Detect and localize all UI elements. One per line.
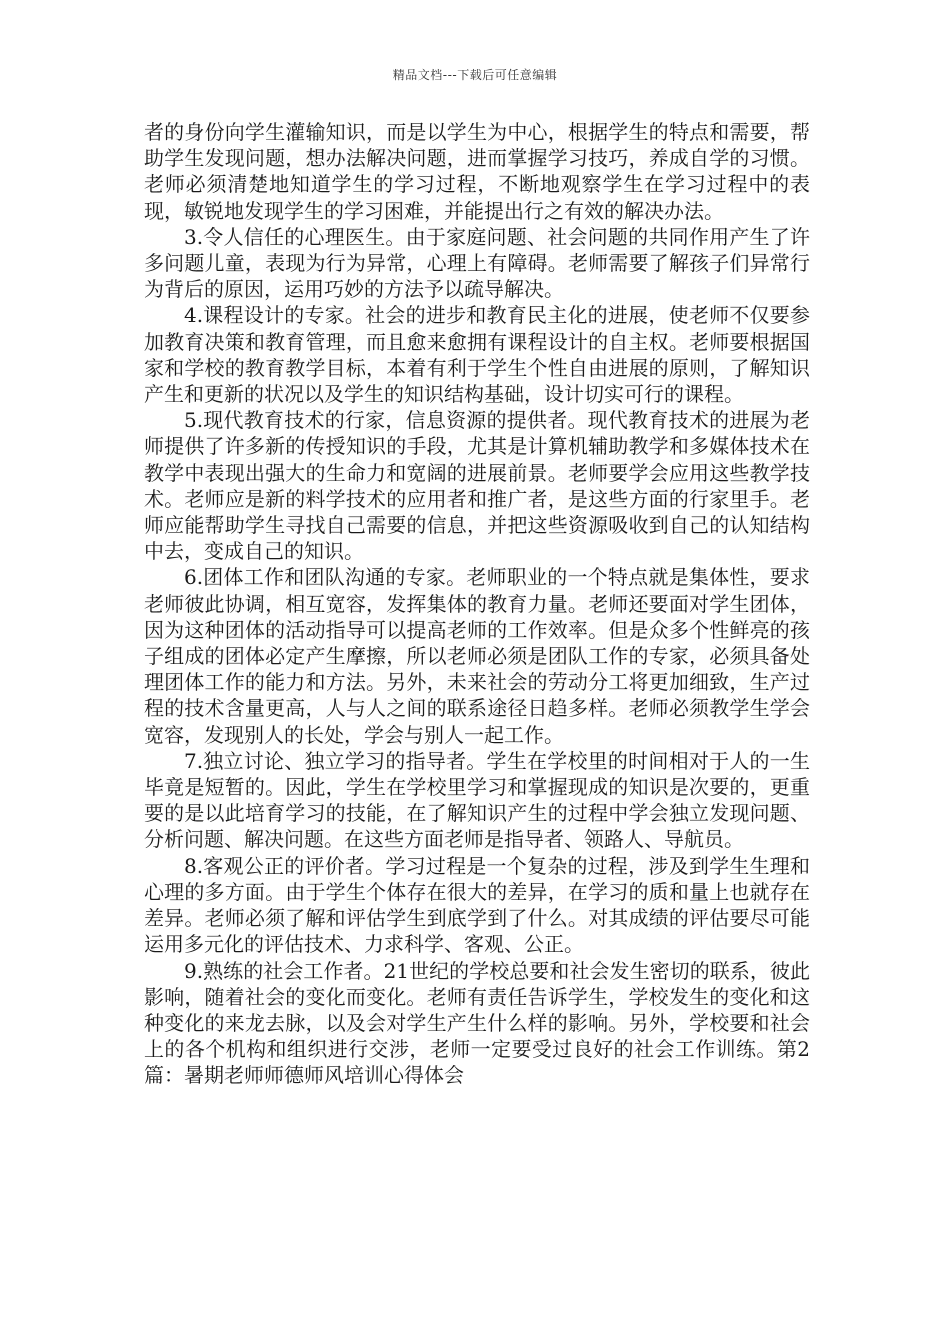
- paragraph-item-7: 7.独立讨论、独立学习的指导者。学生在学校里的时间相对于人的一生毕竟是短暂的。因此，学生在学校里学习和掌握现成的知识是次要的，更重要的是以此培育学习的技能，在了解知识产生的过程中学会独立发现问题、分析问题、解决问题。在这些方面老师是指导者、领路人、导航员。: [144, 748, 810, 852]
- paragraph-item-9: 9.熟练的社会工作者。21世纪的学校总要和社会发生密切的联系，彼此影响，随着社会的变化而变化。老师有责任告诉学生，学校发生的变化和这种变化的来龙去脉，以及会对学生产生什么样的影响。另外，学校要和社会上的各个机构和组织进行交涉，老师一定要受过良好的社会工作训练。第2篇：暑期老师师德师风培训心得体会: [144, 958, 810, 1088]
- paragraph-item-8: 8.客观公正的评价者。学习过程是一个复杂的过程，涉及到学生生理和心理的多方面。由于学生个体存在很大的差异，在学习的质和量上也就存在差异。老师必须了解和评估学生到底学到了什么。对其成绩的评估要尽可能运用多元化的评估技术、力求科学、客观、公正。: [144, 853, 810, 957]
- paragraph-item-5: 5.现代教育技术的行家，信息资源的提供者。现代教育技术的进展为老师提供了许多新的传授知识的手段，尤其是计算机辅助教学和多媒体技术在教学中表现出强大的生命力和宽阔的进展前景。老师要学会应用这些教学技术。老师应是新的料学技术的应用者和推广者，是这些方面的行家里手。老师应能帮助学生寻找自己需要的信息，并把这些资源吸收到自己的认知结构中去，变成自己的知识。: [144, 408, 810, 564]
- page-header: 精品文档---下载后可任意编辑: [392, 68, 558, 82]
- paragraph-item-4: 4.课程设计的专家。社会的进步和教育民主化的进展，使老师不仅要参加教育决策和教育管理，而且愈来愈拥有课程设计的自主权。老师要根据国家和学校的教育教学目标，本着有利于学生个性自由进展的原则，了解知识产生和更新的状况以及学生的知识结构基础，设计切实可行的课程。: [144, 303, 810, 407]
- paragraph-continued: 者的身份向学生灌输知识，而是以学生为中心，根据学生的特点和需要，帮助学生发现问题，想办法解决问题，进而掌握学习技巧，养成自学的习惯。老师必须清楚地知道学生的学习过程，不断地观察学生在学习过程中的表现，敏锐地发现学生的学习困难，并能提出行之有效的解决办法。: [144, 120, 810, 223]
- paragraph-item-3: 3.令人信任的心理医生。由于家庭问题、社会问题的共同作用产生了许多问题儿童，表现为行为异常，心理上有障碍。老师需要了解孩子们异常行为背后的原因，运用巧妙的方法予以疏导解决。: [144, 224, 810, 302]
- document-body: [144, 119, 810, 1089]
- paragraph-item-6: 6.团体工作和团队沟通的专家。老师职业的一个特点就是集体性，要求老师彼此协调，相互宽容，发挥集体的教育力量。老师还要面对学生团体，因为这种团体的活动指导可以提高老师的工作效率。但是众多个性鲜亮的孩子组成的团体必定产生摩擦，所以老师必须是团队工作的专家，必须具备处理团体工作的能力和方法。另外，未来社会的劳动分工将更加细致，生产过程的技术含量更高，人与人之间的联系途径日趋多样。老师必须教学生学会宽容，发现别人的长处，学会与别人一起工作。: [144, 565, 810, 747]
